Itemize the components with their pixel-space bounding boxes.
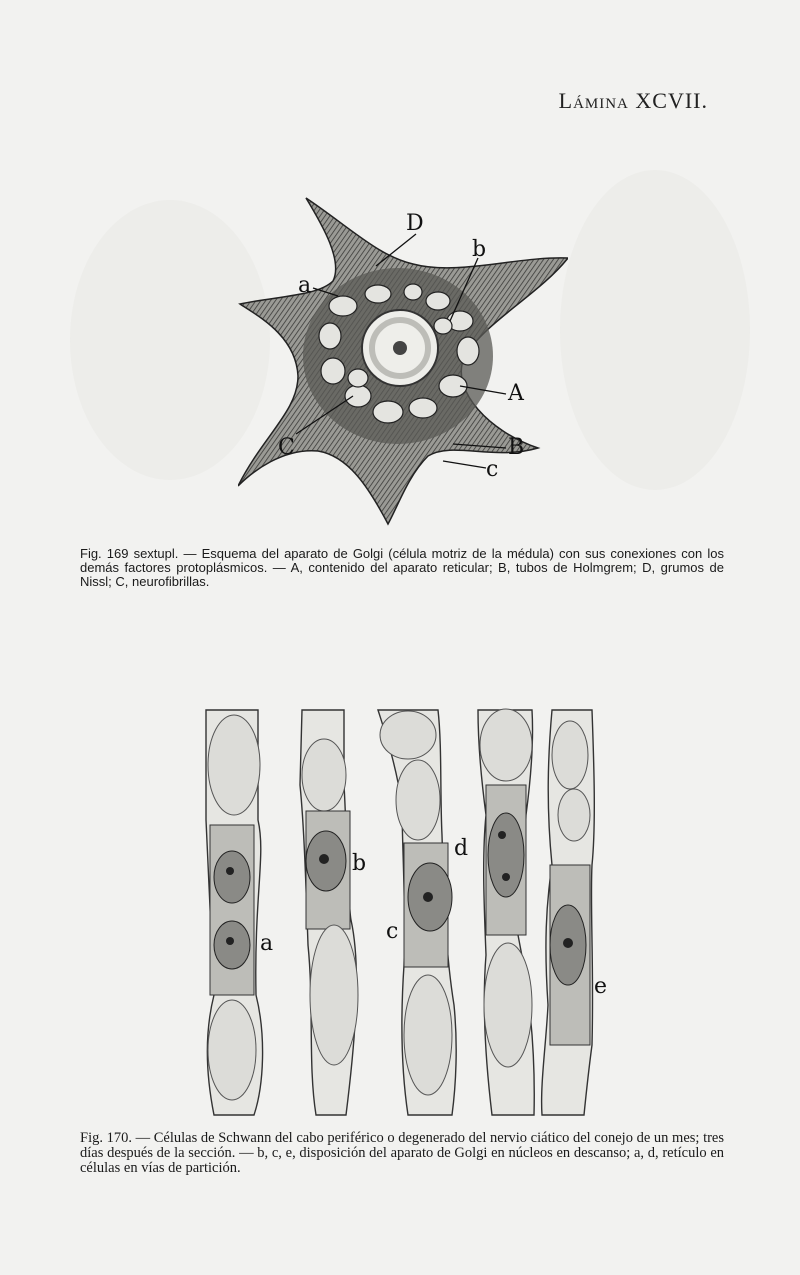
label-b-fig170: b [352, 851, 367, 876]
figure-170-text: — Células de Schwann del cabo periférico o degenerado del nervio ciático del conejo de un mes; tres días después de la sección. — b, c, e, disposición del aparato de Golgi en núcleos en descanso; a, d, retículo en células en vías de partición. [80, 1130, 724, 1176]
figure-170-caption [80, 1131, 724, 1176]
fiber-e [542, 710, 595, 1115]
fiber-d [478, 709, 534, 1115]
nucleolus [393, 341, 407, 355]
fiber-c [378, 710, 456, 1115]
label-d-fig170: d [454, 836, 469, 861]
plate-title-text: Lámina XCVII. [558, 88, 708, 113]
figure-170-number: Fig. 170. [80, 1130, 132, 1146]
label-c-fig170: c [386, 919, 399, 944]
label-a: a [298, 273, 312, 298]
label-A: A [508, 381, 524, 406]
fiber-a [206, 710, 263, 1115]
figure-169-caption [80, 547, 724, 589]
label-C: C [278, 435, 295, 460]
label-B: B [508, 435, 525, 460]
label-b: b [472, 237, 487, 262]
fiber-b [300, 710, 358, 1115]
plate-title [559, 88, 708, 114]
figure-169-text: — Esquema del aparato de Golgi (célula motriz de la médula) con sus conexiones con los demás factores protoplásmicos. — A, contenido del aparato reticular; B, tubos de Holmgrem; D, grumos de Nissl; C, neurofibrillas. [80, 546, 724, 589]
figure-169-number: Fig. 169 sextupl. [80, 546, 179, 561]
figure-170-schwann-cells [196, 705, 616, 1120]
label-a-fig170: a [260, 931, 274, 956]
bleed-through-right [560, 170, 750, 490]
label-c: c [486, 457, 499, 482]
figure-169-golgi-cell [238, 186, 568, 526]
label-e-fig170: e [594, 974, 608, 999]
label-D: D [406, 211, 424, 236]
